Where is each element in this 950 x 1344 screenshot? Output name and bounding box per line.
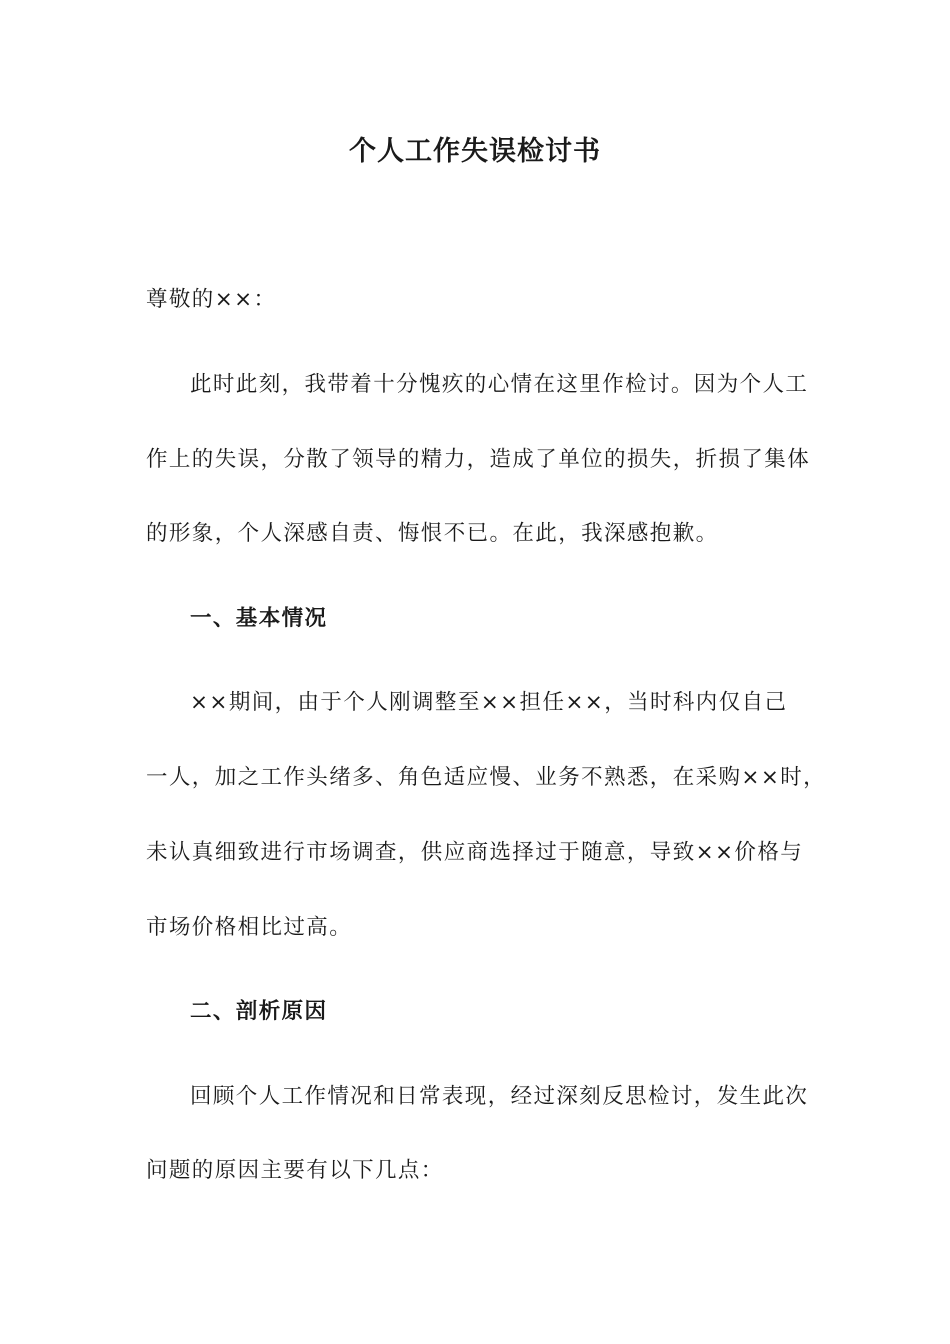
paragraph-line: 问题的原因主要有以下几点： (146, 1158, 444, 1183)
section-heading: 一、基本情况 (190, 606, 328, 631)
salutation: 尊敬的××： (146, 287, 277, 312)
paragraph-line: 市场价格相比过高。 (146, 915, 353, 940)
section-heading: 二、剖析原因 (190, 999, 328, 1024)
paragraph-line: 未认真细致进行市场调查，供应商选择过于随意，导致××价格与 (146, 840, 804, 865)
document-title: 个人工作失误检讨书 (349, 136, 601, 167)
paragraph-line: 作上的失误，分散了领导的精力，造成了单位的损失，折损了集体 (146, 447, 811, 472)
paragraph-line: 此时此刻，我带着十分愧疚的心情在这里作检讨。因为个人工 (190, 372, 809, 397)
paragraph-line: 的形象，个人深感自责、悔恨不已。在此，我深感抱歉。 (146, 521, 719, 546)
paragraph-line: 回顾个人工作情况和日常表现，经过深刻反思检讨，发生此次 (190, 1084, 809, 1109)
paragraph-line: ××期间，由于个人刚调整至××担任××，当时科内仅自己 (190, 690, 788, 715)
paragraph-line: 一人，加之工作头绪多、角色适应慢、业务不熟悉，在采购××时， (146, 765, 827, 790)
